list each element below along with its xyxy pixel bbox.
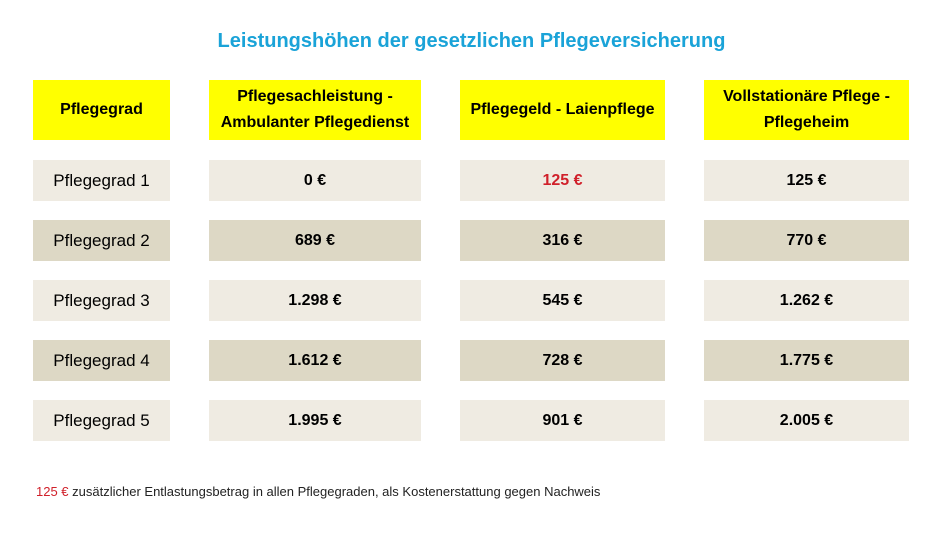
table-row-3-grade: Pflegegrad 3	[33, 280, 170, 321]
header-pflegegrad: Pflegegrad	[33, 80, 170, 140]
footnote-amount: 125 €	[36, 484, 69, 499]
table-row-4-stationaer: 1.775 €	[704, 340, 909, 381]
page-title: Leistungshöhen der gesetzlichen Pflegeversicherung	[217, 30, 726, 52]
footnote-text: zusätzlicher Entlastungsbetrag in allen Pflegegraden, als Kostenerstattung gegen Nachweis	[68, 484, 601, 499]
table-row-5-stationaer: 2.005 €	[704, 400, 909, 441]
footnote	[36, 484, 600, 499]
table-row-3-sachleistung: 1.298 €	[209, 280, 421, 321]
table-row-4-sachleistung: 1.612 €	[209, 340, 421, 381]
table-row-5-sachleistung: 1.995 €	[209, 400, 421, 441]
header-pflegegeld: Pflegegeld - Laienpflege	[460, 80, 665, 140]
header-vollstationaer: Vollstationäre Pflege - Pflegeheim	[704, 80, 909, 140]
table-row-1-sachleistung: 0 €	[209, 160, 421, 201]
table-row-3-stationaer: 1.262 €	[704, 280, 909, 321]
table-row-2-sachleistung: 689 €	[209, 220, 421, 261]
table-row-5-grade: Pflegegrad 5	[33, 400, 170, 441]
table-row-2-stationaer: 770 €	[704, 220, 909, 261]
table-row-4-pflegegeld: 728 €	[460, 340, 665, 381]
table-row-1-stationaer: 125 €	[704, 160, 909, 201]
table-row-3-pflegegeld: 545 €	[460, 280, 665, 321]
table-row-4-grade: Pflegegrad 4	[33, 340, 170, 381]
table-row-1-grade: Pflegegrad 1	[33, 160, 170, 201]
table-row-1-pflegegeld: 125 €	[460, 160, 665, 201]
header-pflegesachleistung: Pflegesachleistung - Ambulanter Pflegedienst	[209, 80, 421, 140]
table-row-2-grade: Pflegegrad 2	[33, 220, 170, 261]
table-row-2-pflegegeld: 316 €	[460, 220, 665, 261]
table-row-5-pflegegeld: 901 €	[460, 400, 665, 441]
